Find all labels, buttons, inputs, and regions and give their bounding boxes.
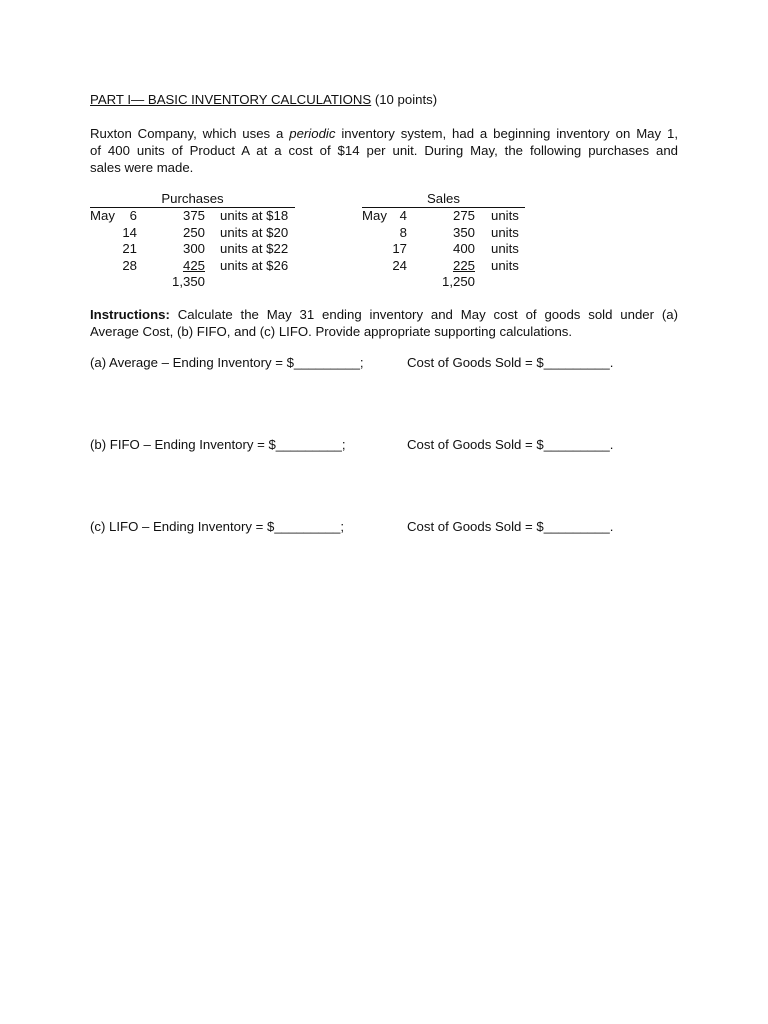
purchases-header: Purchases <box>90 191 295 208</box>
sales-table <box>362 191 525 291</box>
instructions-line-1 <box>90 306 678 323</box>
intro-line-1-a: Ruxton Company, which uses a <box>90 126 290 141</box>
intro-line-3: sales were made. <box>90 160 194 175</box>
purchases-table <box>90 191 295 291</box>
intro-line-1-b: inventory system, had a beginning inventory on May 1, <box>335 126 678 141</box>
row-day: 14 <box>122 224 137 240</box>
row-qty: 425 <box>182 257 205 273</box>
row-qty: 375 <box>182 208 205 223</box>
row-month: May <box>362 208 387 223</box>
question-a <box>90 355 650 372</box>
row-desc: units at $26 <box>220 257 289 273</box>
table-row-total <box>90 274 295 291</box>
table-row-total <box>362 274 525 291</box>
table-row <box>362 208 525 225</box>
row-desc: units <box>491 208 519 223</box>
question-b-ending-inventory: (b) FIFO – Ending Inventory = $_________; <box>90 437 346 452</box>
instructions-line-1-text: Calculate the May 31 ending inventory and May cost of goods sold under (a) <box>169 307 678 322</box>
row-day: 17 <box>392 241 407 257</box>
row-day: 21 <box>122 241 137 257</box>
row-day: 8 <box>399 224 407 240</box>
part-heading-title: PART I— BASIC INVENTORY CALCULATIONS <box>90 92 372 107</box>
row-day: 6 <box>129 208 137 223</box>
row-desc: units <box>491 224 519 240</box>
row-desc: units <box>491 241 519 257</box>
instructions-paragraph <box>90 306 678 340</box>
row-day: 28 <box>122 257 137 273</box>
intro-paragraph <box>90 125 678 176</box>
table-row <box>90 241 295 258</box>
sales-total: 1,250 <box>441 274 475 290</box>
row-day: 4 <box>399 208 407 223</box>
row-month: May <box>90 208 115 223</box>
row-qty: 275 <box>452 208 475 223</box>
question-a-cogs: Cost of Goods Sold = $_________. <box>407 355 614 370</box>
question-b-cogs: Cost of Goods Sold = $_________. <box>407 437 614 452</box>
intro-periodic-emphasis: periodic <box>289 126 336 141</box>
question-a-ending-inventory: (a) Average – Ending Inventory = $_________; <box>90 355 364 370</box>
row-qty: 250 <box>182 224 205 240</box>
row-desc: units at $18 <box>220 208 289 223</box>
part-heading <box>90 92 437 107</box>
part-heading-points: (10 points) <box>371 92 438 107</box>
table-row <box>362 258 525 275</box>
row-desc: units at $20 <box>220 224 289 240</box>
row-desc: units <box>491 257 519 273</box>
table-row <box>90 225 295 242</box>
instructions-label: Instructions: <box>90 307 170 322</box>
intro-line-1 <box>90 125 678 142</box>
question-c-ending-inventory: (c) LIFO – Ending Inventory = $_________; <box>90 519 345 534</box>
row-day: 24 <box>392 257 407 273</box>
question-c-cogs: Cost of Goods Sold = $_________. <box>407 519 614 534</box>
sales-header: Sales <box>362 191 525 208</box>
intro-line-2: of 400 units of Product A at a cost of $14 per unit. During May, the following purchases and <box>90 143 678 158</box>
instructions-line-2: Average Cost, (b) FIFO, and (c) LIFO. Provide appropriate supporting calculations. <box>90 324 573 339</box>
table-row <box>90 258 295 275</box>
row-qty: 300 <box>182 241 205 257</box>
table-row <box>362 225 525 242</box>
row-desc: units at $22 <box>220 241 289 257</box>
table-row <box>90 208 295 225</box>
row-qty: 400 <box>452 241 475 257</box>
row-qty: 350 <box>452 224 475 240</box>
row-qty: 225 <box>452 257 475 273</box>
question-b <box>90 437 650 454</box>
purchases-total: 1,350 <box>171 274 205 290</box>
question-c <box>90 519 650 536</box>
table-row <box>362 241 525 258</box>
